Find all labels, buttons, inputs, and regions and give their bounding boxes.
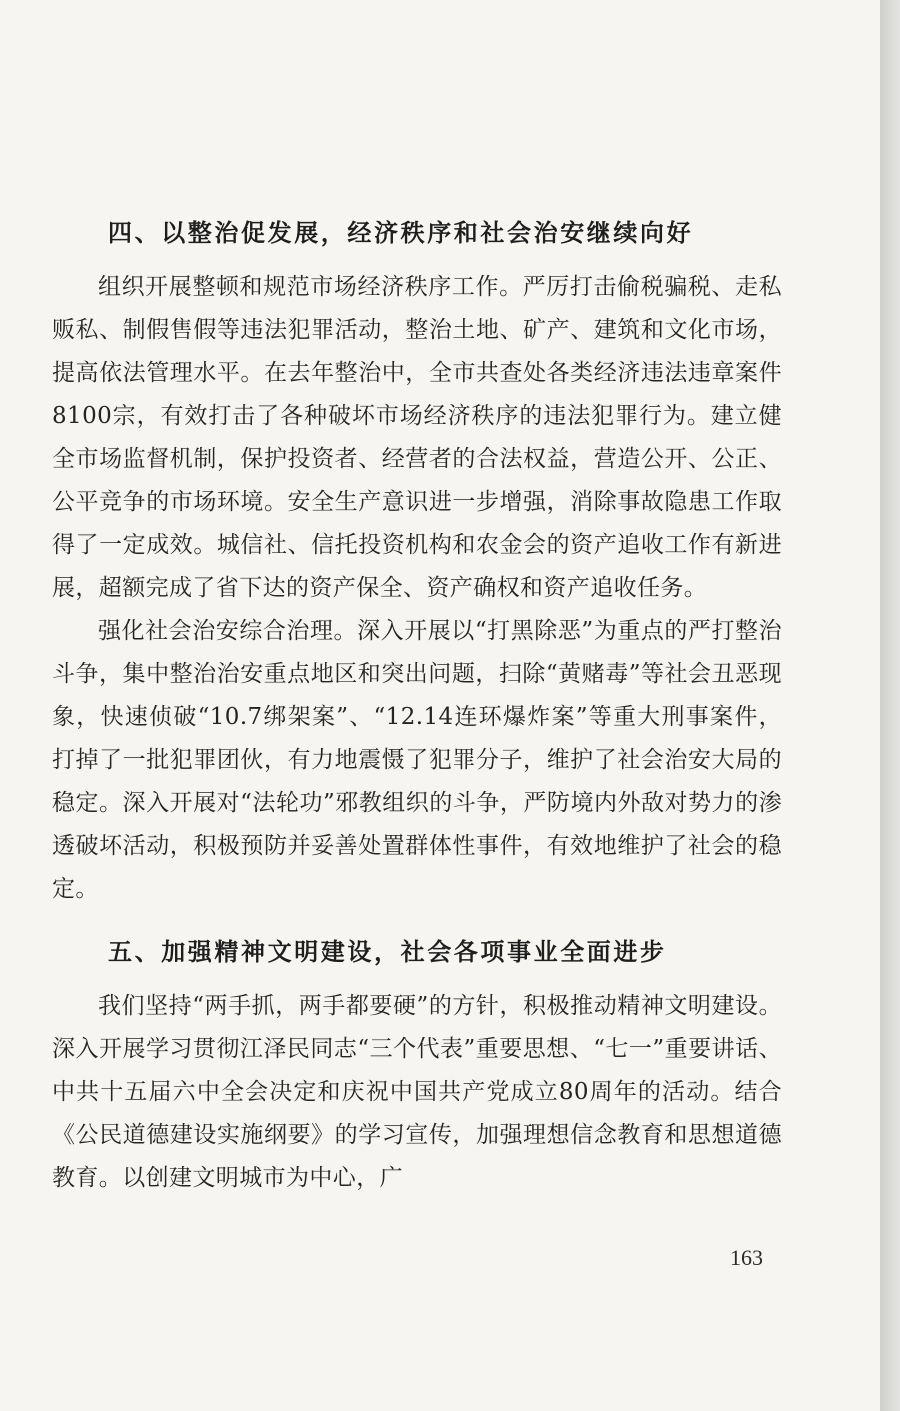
paragraph-public-security: 强化社会治安综合治理。深入开展以“打黑除恶”为重点的严打整治斗争，集中整治治安重点地区和突出问题，扫除“黄赌毒”等社会丑恶现象，快速侦破“10.7绑架案”、“12.14连环爆炸案”等重大刑事案件，打掉了一批犯罪团伙，有力地震慑了犯罪分子，维护了社会治安大局的稳定。深入开展对“法轮功”邪教组织的斗争，严防境内外敌对势力的渗透破坏活动，积极预防并妥善处置群体性事件，有效地维护了社会的稳定。	[52, 618, 782, 902]
page-edge-shadow	[880, 0, 900, 1411]
page-number: 163	[730, 1245, 763, 1270]
page-content	[52, 200, 782, 1200]
paragraph-market-order: 组织开展整顿和规范市场经济秩序工作。严厉打击偷税骗税、走私贩私、制假售假等违法犯罪活动，整治土地、矿产、建筑和文化市场，提高依法管理水平。在去年整治中，全市共查处各类经济违法违章案件8100宗，有效打击了各种破坏市场经济秩序的违法犯罪行为。建立健全市场监督机制，保护投资者、经营者的合法权益，营造公开、公正、公平竞争的市场环境。安全生产意识进一步增强，消除事故隐患工作取得了一定成效。城信社、信托投资机构和农金会的资产追收工作有新进展，超额完成了省下达的资产保全、资产确权和资产追收任务。	[52, 274, 782, 601]
paragraph-spiritual-civilization: 我们坚持“两手抓，两手都要硬”的方针，积极推动精神文明建设。深入开展学习贯彻江泽民同志“三个代表”重要思想、“七一”重要讲话、中共十五届六中全会决定和庆祝中国共产党成立80周年的活动。结合《公民道德建设实施纲要》的学习宣传，加强理想信念教育和思想道德教育。以创建文明城市为中心，广	[52, 993, 782, 1191]
section-heading-5: 五、加强精神文明建设，社会各项事业全面进步	[108, 938, 667, 966]
section-heading-4: 四、以整治促发展，经济秩序和社会治安继续向好	[108, 219, 694, 247]
